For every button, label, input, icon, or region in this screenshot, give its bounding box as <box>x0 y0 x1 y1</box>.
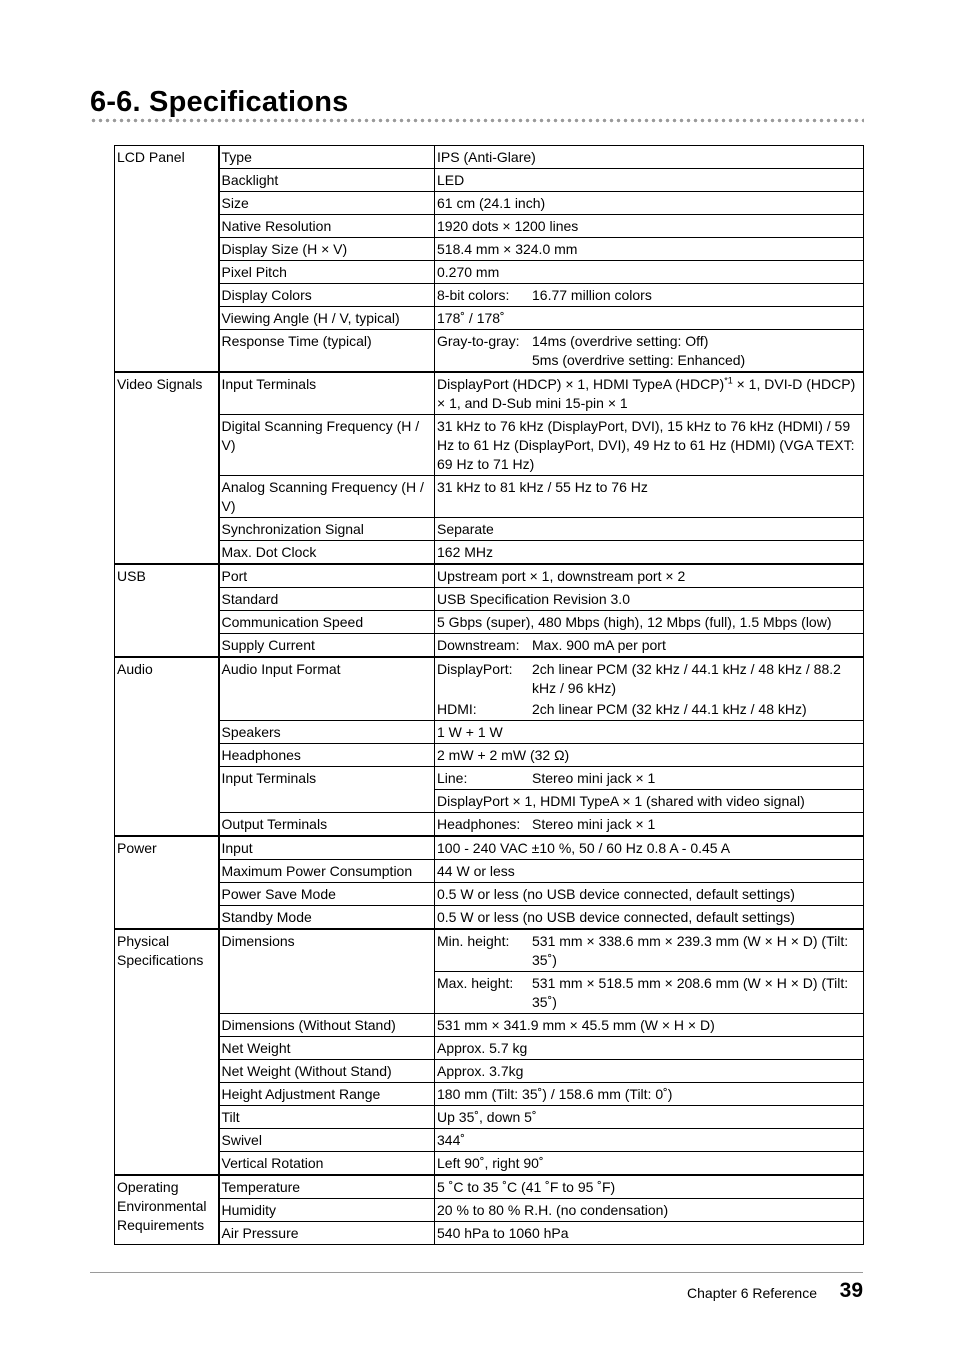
spec-label: Input Terminals <box>219 372 435 415</box>
table-row <box>115 261 864 284</box>
spec-value: 31 kHz to 76 kHz (DisplayPort, DVI), 15 kHz to 76 kHz (HDMI) / 59 Hz to 61 Hz (DisplayPort, DVI), 49 Hz to 61 Hz (HDMI) (VGA TEXT: 69 Hz to 71 Hz) <box>435 415 864 476</box>
table-row <box>115 1106 864 1129</box>
spec-label: Synchronization Signal <box>219 518 435 541</box>
table-row <box>115 372 864 415</box>
spec-label: Air Pressure <box>219 1222 435 1245</box>
spec-value: 0.5 W or less (no USB device connected, default settings) <box>435 883 864 906</box>
spec-value: DisplayPort (HDCP) × 1, HDMI TypeA (HDCP)$^{*1}$ × 1, DVI-D (HDCP) × 1, and D-Sub mini 15-pin × 1 <box>435 372 864 415</box>
page-title: 6-6. Specifications <box>90 86 349 118</box>
table-row <box>115 634 864 658</box>
table-row <box>115 1083 864 1106</box>
table-row <box>115 476 864 518</box>
category-usb: USB <box>115 564 219 657</box>
table-row <box>115 415 864 476</box>
spec-label: Response Time (typical) <box>219 330 435 373</box>
spec-label: Height Adjustment Range <box>219 1083 435 1106</box>
spec-label: Size <box>219 192 435 215</box>
spec-label: Humidity <box>219 1199 435 1222</box>
table-row <box>115 767 864 790</box>
spec-label: Standard <box>219 588 435 611</box>
spec-value: 344˚ <box>435 1129 864 1152</box>
value-text: 5ms (overdrive setting: Enhanced) <box>532 351 746 368</box>
table-row <box>115 860 864 883</box>
spec-value: 20 % to 80 % R.H. (no condensation) <box>435 1199 864 1222</box>
table-row <box>115 518 864 541</box>
spec-label: Display Size (H × V) <box>219 238 435 261</box>
spec-label: Audio Input Format <box>219 657 435 721</box>
category-video-signals: Video Signals <box>115 372 219 564</box>
table-row <box>115 169 864 192</box>
spec-label: Output Terminals <box>219 813 435 837</box>
table-row <box>115 307 864 330</box>
table-row <box>115 588 864 611</box>
spec-label: Headphones <box>219 744 435 767</box>
spec-label: Net Weight (Without Stand) <box>219 1060 435 1083</box>
value-key: Gray-to-gray: <box>437 332 520 349</box>
table-row <box>115 1152 864 1176</box>
table-row <box>115 611 864 634</box>
category-lcd-panel: LCD Panel <box>115 146 219 373</box>
spec-label: Display Colors <box>219 284 435 307</box>
spec-value: 2 mW + 2 mW (32 Ω) <box>435 744 864 767</box>
spec-value: DisplayPort × 1, HDMI TypeA × 1 (shared with video signal) <box>435 790 864 813</box>
spec-value: 540 hPa to 1060 hPa <box>435 1222 864 1245</box>
spec-label: Input Terminals <box>219 767 435 813</box>
table-row <box>115 564 864 588</box>
spec-label: Port <box>219 564 435 588</box>
category-power: Power <box>115 836 219 929</box>
table-row <box>115 192 864 215</box>
spec-value: Left 90˚, right 90˚ <box>435 1152 864 1176</box>
spec-value: 518.4 mm × 324.0 mm <box>435 238 864 261</box>
spec-value: 5 Gbps (super), 480 Mbps (high), 12 Mbps (full), 1.5 Mbps (low) <box>435 611 864 634</box>
footer-chapter: Chapter 6 Reference <box>687 1285 817 1301</box>
spec-label: Type <box>219 146 435 169</box>
spec-value: Approx. 5.7 kg <box>435 1037 864 1060</box>
value-key: Max. height: <box>437 974 514 991</box>
spec-label: Dimensions <box>219 929 435 1014</box>
table-row <box>115 1129 864 1152</box>
table-row <box>115 238 864 261</box>
spec-label: Max. Dot Clock <box>219 541 435 565</box>
spec-value: 100 - 240 VAC ±10 %, 50 / 60 Hz 0.8 A - 0.45 A <box>435 836 864 860</box>
spec-label: Viewing Angle (H / V, typical) <box>219 307 435 330</box>
spec-label: Native Resolution <box>219 215 435 238</box>
footnote-marker: *1 <box>724 374 733 385</box>
table-row <box>115 657 864 721</box>
spec-label: Standby Mode <box>219 906 435 930</box>
footer-rule <box>90 1272 863 1273</box>
table-row <box>115 813 864 837</box>
table-row <box>115 146 864 169</box>
spec-value: Separate <box>435 518 864 541</box>
spec-label: Net Weight <box>219 1037 435 1060</box>
spec-value: 162 MHz <box>435 541 864 565</box>
category-physical-specifications: Physical Specifications <box>115 929 219 1175</box>
table-row <box>115 330 864 373</box>
spec-value: 531 mm × 341.9 mm × 45.5 mm (W × H × D) <box>435 1014 864 1037</box>
spec-value: 31 kHz to 81 kHz / 55 Hz to 76 Hz <box>435 476 864 518</box>
value-text: 16.77 million colors <box>532 286 652 303</box>
spec-value: 1 W + 1 W <box>435 721 864 744</box>
value-text: 14ms (overdrive setting: Off) <box>532 332 709 349</box>
value-text: Stereo mini jack × 1 <box>532 769 656 786</box>
spec-label: Digital Scanning Frequency (H / V) <box>219 415 435 476</box>
spec-value <box>435 330 864 373</box>
spec-label: Dimensions (Without Stand) <box>219 1014 435 1037</box>
specifications-table <box>114 145 864 1245</box>
spec-label: Tilt <box>219 1106 435 1129</box>
spec-value: 180 mm (Tilt: 35˚) / 158.6 mm (Tilt: 0˚) <box>435 1083 864 1106</box>
spec-label: Analog Scanning Frequency (H / V) <box>219 476 435 518</box>
spec-value <box>435 767 864 790</box>
spec-label: Power Save Mode <box>219 883 435 906</box>
value-key: Headphones: <box>437 815 521 832</box>
table-row <box>115 929 864 972</box>
spec-value: Upstream port × 1, downstream port × 2 <box>435 564 864 588</box>
spec-label: Pixel Pitch <box>219 261 435 284</box>
table-row <box>115 1175 864 1199</box>
spec-value: 0.5 W or less (no USB device connected, default settings) <box>435 906 864 930</box>
spec-label: Supply Current <box>219 634 435 658</box>
value-key: DisplayPort: <box>437 660 513 677</box>
category-operating-environment: Operating Environmental Requirements <box>115 1175 219 1245</box>
spec-label: Speakers <box>219 721 435 744</box>
spec-value <box>435 284 864 307</box>
table-row <box>115 1222 864 1245</box>
value-text: Stereo mini jack × 1 <box>532 815 656 832</box>
spec-value <box>435 972 864 1014</box>
spec-value: IPS (Anti-Glare) <box>435 146 864 169</box>
spec-value: 61 cm (24.1 inch) <box>435 192 864 215</box>
spec-label: Temperature <box>219 1175 435 1199</box>
page-number: 39 <box>839 1279 863 1302</box>
spec-value: 178˚ / 178˚ <box>435 307 864 330</box>
spec-label: Backlight <box>219 169 435 192</box>
spec-label: Input <box>219 836 435 860</box>
table-row <box>115 744 864 767</box>
spec-value: 1920 dots × 1200 lines <box>435 215 864 238</box>
table-row <box>115 721 864 744</box>
spec-value: 0.270 mm <box>435 261 864 284</box>
value-text: 531 mm × 518.5 mm × 208.6 mm (W × H × D) (Tilt: 35˚) <box>532 974 849 1010</box>
value-text: Max. 900 mA per port <box>532 636 666 653</box>
spec-value: 44 W or less <box>435 860 864 883</box>
spec-value: Approx. 3.7kg <box>435 1060 864 1083</box>
table-row <box>115 541 864 565</box>
spec-value: LED <box>435 169 864 192</box>
table-row <box>115 1037 864 1060</box>
value-key: Min. height: <box>437 932 510 949</box>
spec-label: Maximum Power Consumption <box>219 860 435 883</box>
spec-label: Communication Speed <box>219 611 435 634</box>
category-audio: Audio <box>115 657 219 836</box>
value-text: 2ch linear PCM (32 kHz / 44.1 kHz / 48 kHz) <box>532 700 807 717</box>
spec-value: USB Specification Revision 3.0 <box>435 588 864 611</box>
table-row <box>115 284 864 307</box>
spec-value <box>435 657 864 721</box>
value-text: 2ch linear PCM (32 kHz / 44.1 kHz / 48 kHz / 88.2 kHz / 96 kHz) <box>532 660 841 696</box>
table-row <box>115 836 864 860</box>
table-row <box>115 883 864 906</box>
value-key: HDMI: <box>437 700 477 717</box>
table-row <box>115 215 864 238</box>
spec-value: Up 35˚, down 5˚ <box>435 1106 864 1129</box>
table-row <box>115 1060 864 1083</box>
value-key: Downstream: <box>437 636 520 653</box>
value-text: 531 mm × 338.6 mm × 239.3 mm (W × H × D) (Tilt: 35˚) <box>532 932 849 968</box>
value-key: 8-bit colors: <box>437 286 510 303</box>
spec-label: Swivel <box>219 1129 435 1152</box>
table-row <box>115 1199 864 1222</box>
table-row <box>115 906 864 930</box>
spec-value <box>435 813 864 837</box>
title-dotted-rule <box>90 118 864 123</box>
spec-value: 5 ˚C to 35 ˚C (41 ˚F to 95 ˚F) <box>435 1175 864 1199</box>
spec-value <box>435 634 864 658</box>
spec-value <box>435 929 864 972</box>
table-row <box>115 1014 864 1037</box>
value-key: Line: <box>437 769 468 786</box>
spec-label: Vertical Rotation <box>219 1152 435 1176</box>
